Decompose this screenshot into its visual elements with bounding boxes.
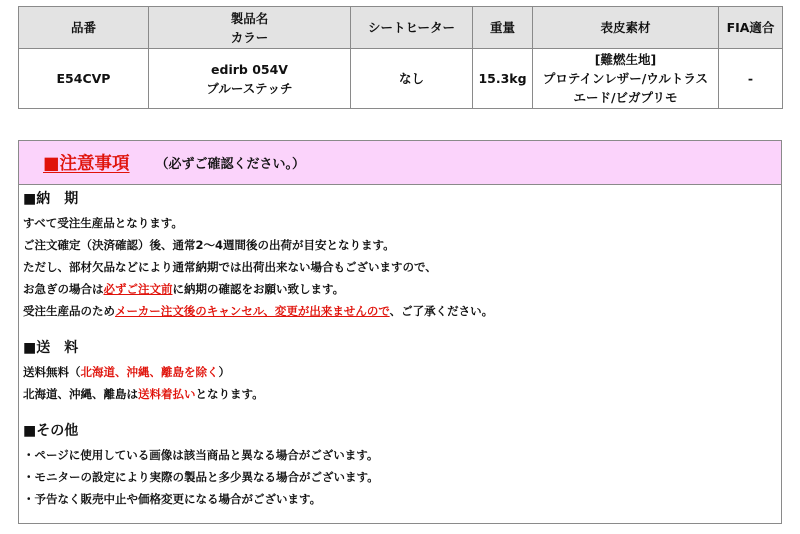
shipping-heading: ■送 料 (23, 340, 79, 356)
cell-material-line-1: [難燃生地] (594, 52, 657, 67)
delivery-line-5-text-b: 、ご了承ください。 (389, 304, 494, 318)
cell-material-line-3: エード/ビガプリモ (573, 90, 678, 105)
delivery-line-5-text-a: 受注生産品のため (23, 304, 115, 318)
shipping-line-1-emphasis: 北海道、沖縄、離島を除く (80, 365, 219, 379)
cell-product-name: edirb 054V (211, 61, 288, 77)
col-header-color: カラー (230, 29, 269, 45)
other-line-3: ・予告なく販売中止や価格変更になる場合がございます。 (23, 492, 322, 506)
delivery-line-4-text-a: お急ぎの場合は (23, 282, 104, 296)
col-header-material: 表皮素材 (533, 7, 719, 49)
cell-weight: 15.3kg (473, 49, 533, 109)
shipping-line-2-text-a: 北海道、沖縄、離島は (23, 387, 138, 401)
notice-subtitle: （必ずご確認ください。） (155, 157, 306, 172)
delivery-line-5-emphasis: メーカー注文後のキャンセル、変更が出来ませんので (115, 304, 390, 318)
delivery-line-3: ただし、部材欠品などにより通常納期では出荷出来ない場合もございますので、 (23, 260, 437, 274)
cell-part-no: E54CVP (19, 49, 149, 109)
cell-product-name-color (149, 49, 351, 109)
shipping-line-1 (23, 361, 781, 383)
notice-body (19, 185, 781, 510)
delivery-line-5 (23, 300, 781, 322)
notice-box (18, 140, 782, 524)
delivery-line-4-emphasis: 必ずご注文前 (103, 282, 173, 296)
cell-fia: - (719, 49, 783, 109)
col-header-weight: 重量 (473, 7, 533, 49)
cell-seat-heater: なし (351, 49, 473, 109)
notice-header (19, 141, 781, 185)
other-heading: ■その他 (23, 423, 79, 439)
col-header-part-no: 品番 (19, 7, 149, 49)
other-line-1: ・ページに使用している画像は該当商品と異なる場合がございます。 (23, 448, 379, 462)
other-line-2: ・モニターの設定により実際の製品と多少異なる場合がございます。 (23, 470, 379, 484)
shipping-line-1-text-a: 送料無料（ (23, 365, 81, 379)
col-header-product-name-color (149, 7, 351, 49)
shipping-line-2-emphasis: 送料着払い (138, 387, 196, 401)
shipping-line-1-text-b: ） (218, 365, 230, 379)
product-spec-table (18, 6, 783, 109)
delivery-line-4-text-b: に納期の確認をお願い致します。 (172, 282, 345, 296)
shipping-line-2 (23, 383, 781, 405)
delivery-line-2: ご注文確定（決済確認）後、通常2～4週間後の出荷が目安となります。 (23, 238, 395, 252)
delivery-line-4 (23, 278, 781, 300)
cell-color: ブルーステッチ (206, 80, 293, 96)
delivery-heading: ■納 期 (23, 191, 79, 207)
delivery-line-1: すべて受注生産品となります。 (23, 216, 183, 230)
table-header-row (19, 7, 783, 49)
col-header-seat-heater: シートヒーター (351, 7, 473, 49)
col-header-product-name: 製品名 (230, 10, 269, 26)
cell-material (533, 49, 719, 109)
table-row (19, 49, 783, 109)
shipping-line-2-text-b: となります。 (195, 387, 264, 401)
notice-title: ■注意事項 (43, 154, 130, 174)
cell-material-line-2: プロテインレザー/ウルトラス (542, 71, 709, 86)
col-header-fia: FIA適合 (719, 7, 783, 49)
